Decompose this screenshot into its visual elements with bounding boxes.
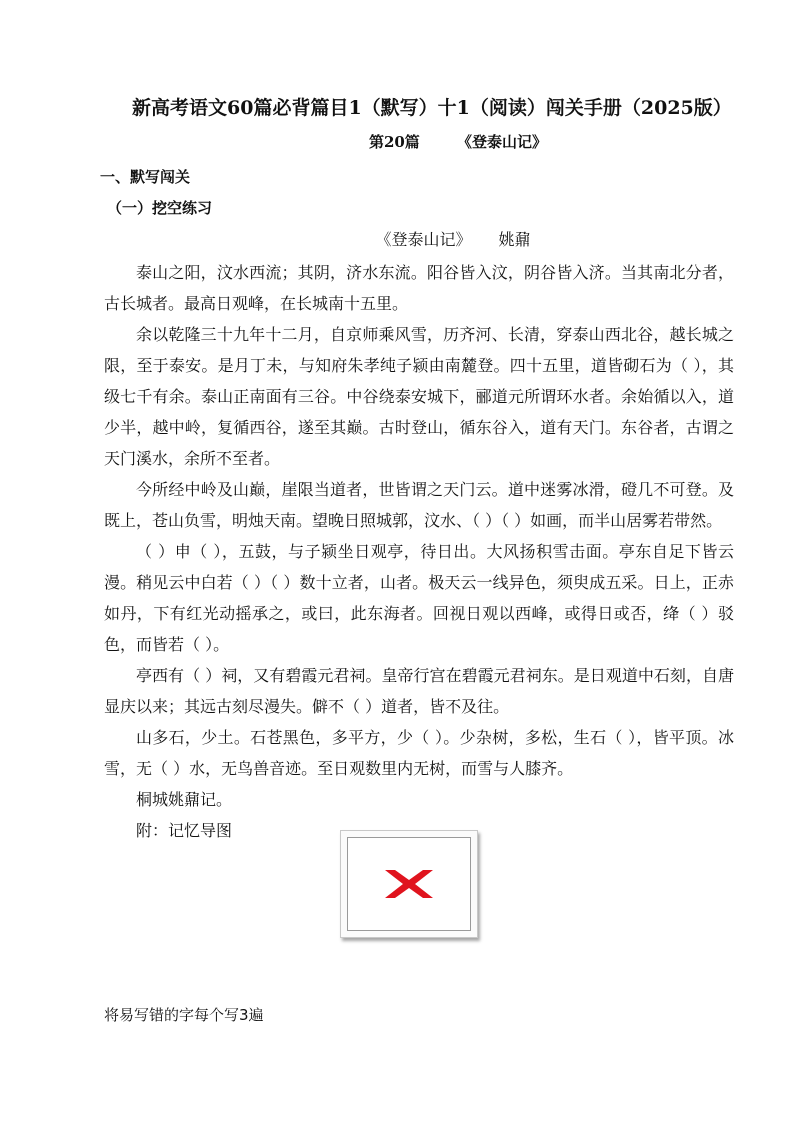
paragraph: 今所经中岭及山巅，崖限当道者，世皆谓之天门云。道中迷雾冰滑，磴几不可登。及既上，苍山负雪，明烛天南。望晚日照城郭，汶水、（ ）（ ）如画，而半山居雾若带然。	[104, 480, 734, 530]
chapter-name: 《登泰山记》	[457, 133, 548, 151]
text-author: 姚鼐	[498, 230, 531, 249]
chapter-heading	[92, 131, 734, 153]
subsection-heading: （一）挖空练习	[107, 199, 213, 217]
paragraph: 余以乾隆三十九年十二月，自京师乘风雪，历齐河、长清，穿泰山西北谷，越长城之限，至于泰安。是月丁未，与知府朱孝纯子颍由南麓登。四十五里，道皆砌石为（ ），其级七千有余。泰山正南面有三谷。中谷绕泰安城下，郦道元所谓环水者。余始循以入，道少半，越中岭，复循西谷，遂至其巅。古时登山，循东谷入，道有天门。东谷者，古谓之天门溪水，余所不至者。	[104, 325, 734, 468]
practice-instruction: 将易写错的字每个写3遍	[104, 1006, 264, 1024]
page-title: 新高考语文60篇必背篇目1（默写）十1（阅读）闯关手册（2025版）	[132, 97, 732, 119]
paragraph: 亭西有（ ）祠，又有碧霞元君祠。皇帝行宫在碧霞元君祠东。是日观道中石刻，自唐显庆以来；其远古刻尽漫失。僻不（ ）道者，皆不及往。	[104, 666, 734, 716]
signature-line: 桐城姚鼐记。	[136, 790, 233, 809]
text-heading	[92, 228, 734, 252]
memory-map-image-placeholder	[340, 830, 478, 938]
paragraph: 泰山之阳，汶水西流；其阴，济水东流。阳谷皆入汶，阴谷皆入济。当其南北分者，古长城者。最高日观峰，在长城南十五里。	[104, 263, 734, 313]
section-heading: 一、默写闯关	[100, 168, 191, 186]
appendix-label: 附：记忆导图	[136, 821, 233, 840]
image-frame	[347, 837, 471, 931]
text-title: 《登泰山记》	[375, 230, 472, 249]
paragraph: 山多石，少土。石苍黑色，多平方，少（ ）。少杂树，多松，生石（ ），皆平顶。冰雪，无（ ）水，无鸟兽音迹。至日观数里内无树，而雪与人膝齐。	[104, 728, 734, 778]
broken-image-icon	[379, 866, 439, 902]
chapter-number: 第20篇	[368, 133, 420, 151]
paragraph: （ ）申（ ），五鼓，与子颍坐日观亭，待日出。大风扬积雪击面。亭东自足下皆云漫。稍见云中白若（ ）（ ）数十立者，山者。极天云一线异色，须臾成五采。日上，正赤如丹，下有红光动摇承之，或曰，此东海者。回视日观以西峰，或得日或否，绛（ ）驳色，而皆若（ ）。	[104, 542, 734, 654]
